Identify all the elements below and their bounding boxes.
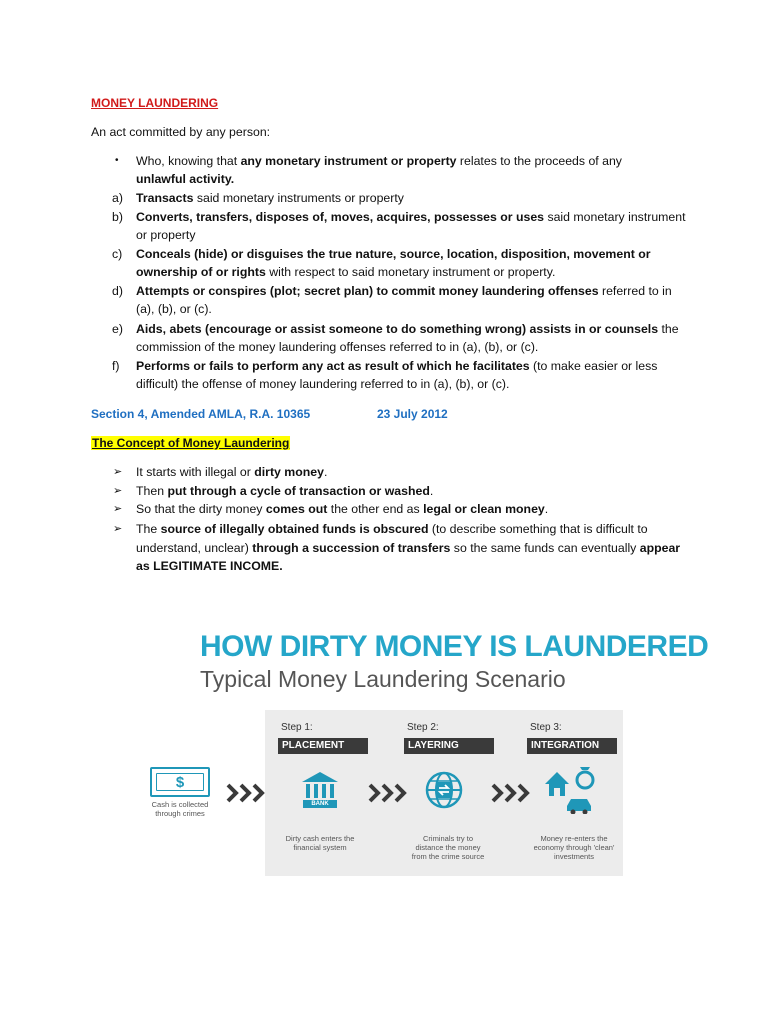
step-3-desc: [528, 834, 620, 861]
item-a-line-1: [136, 189, 404, 207]
step-2-label: Step 2:: [407, 722, 439, 733]
item-d-line-1: [136, 282, 672, 300]
item-bold: Attempts or conspires (plot; secret plan) to commit money laundering offenses: [136, 284, 599, 298]
item-c-line-1: [136, 245, 651, 263]
concept-bold: legal or clean money: [423, 502, 545, 516]
concept-2: [136, 482, 433, 500]
step-1-desc: [275, 834, 365, 852]
triple-chevron-icon: [226, 782, 270, 804]
step-desc-line: distance the money: [415, 843, 481, 852]
arrow-bullet-icon: ➢: [113, 485, 123, 497]
item-text: said monetary instruments or property: [193, 191, 404, 205]
concept-heading: The Concept of Money Laundering: [92, 436, 290, 450]
concept-bold: through a succession of transfers: [252, 541, 451, 555]
bullet-bold: any monetary instrument or property: [240, 154, 457, 168]
cash-icon: [150, 767, 210, 797]
item-d-marker: d): [112, 284, 123, 298]
step-3-label: Step 3:: [530, 722, 562, 733]
bullet-line-1: [136, 152, 622, 170]
concept-text: It starts with illegal or: [136, 465, 255, 479]
step-1-badge: PLACEMENT: [278, 738, 368, 754]
item-f-line-1: [136, 357, 657, 375]
concept-text: .: [544, 502, 549, 516]
house-ring-car-icon: [543, 766, 603, 814]
item-c-marker: c): [112, 247, 123, 261]
concept-heading-line: [91, 434, 290, 452]
bullet-text: Who, knowing that: [136, 154, 241, 168]
item-bold: Conceals (hide) or disguises the true nature, source, location, disposition, movement or: [136, 247, 651, 261]
dollar-sign: $: [175, 774, 185, 791]
concept-text: so the same funds can eventually: [450, 541, 640, 555]
item-text: the: [658, 322, 679, 336]
section-date: 23 July 2012: [377, 407, 448, 421]
concept-text: (to describe something that is difficult to: [428, 522, 648, 536]
main-heading: MONEY LAUNDERING: [91, 96, 219, 110]
arrow-bullet-icon: ➢: [113, 523, 123, 535]
step-desc-line: Money re-enters the: [540, 834, 608, 843]
cash-caption-line: through crimes: [155, 809, 205, 818]
triple-chevron-icon: [368, 782, 412, 804]
intro-text: An act committed by any person:: [91, 125, 271, 139]
step-2-badge: LAYERING: [404, 738, 494, 754]
globe-transfer-icon: [424, 770, 464, 810]
step-desc-line: Dirty cash enters the: [285, 834, 355, 843]
item-bold: Aids, abets (encourage or assist someone to do something wrong) assists in or counsels: [136, 322, 659, 336]
item-b-marker: b): [112, 210, 123, 224]
item-c-line-2: [136, 263, 555, 281]
step-desc-line: economy through 'clean': [533, 843, 615, 852]
step-desc-line: financial system: [293, 843, 347, 852]
concept-bold: put through a cycle of transaction or washed: [167, 484, 430, 498]
bullet-text: relates to the proceeds of any: [456, 154, 622, 168]
concept-text: So that the dirty money: [136, 502, 266, 516]
cash-caption: [135, 800, 225, 818]
arrow-bullet-icon: ➢: [113, 466, 123, 478]
item-bold: Performs or fails to perform any act as result of which he facilitates: [136, 359, 530, 373]
cash-caption-line: Cash is collected: [151, 800, 209, 809]
step-2-desc: [400, 834, 496, 861]
concept-text: .: [323, 465, 328, 479]
concept-text: .: [429, 484, 434, 498]
step-3-badge: INTEGRATION: [527, 738, 617, 754]
concept-bold: appear: [639, 541, 681, 555]
arrow-bullet-icon: ➢: [113, 503, 123, 515]
item-a-marker: a): [112, 191, 123, 205]
infographic-title: HOW DIRTY MONEY IS LAUNDERED: [200, 630, 709, 663]
concept-3: [136, 500, 548, 518]
item-bold: Converts, transfers, disposes of, moves, acquires, possesses or uses: [136, 210, 545, 224]
triple-chevron-icon: [491, 782, 535, 804]
item-text: (to make easier or less: [529, 359, 658, 373]
bullet-bold: unlawful activity.: [136, 172, 235, 186]
concept-4-line-1: [136, 520, 648, 538]
section-reference: Section 4, Amended AMLA, R.A. 10365: [91, 407, 311, 421]
item-text: with respect to said monetary instrument or property.: [265, 265, 556, 279]
item-bold: ownership of or rights: [136, 265, 266, 279]
item-f-line-2: difficult) the offense of money laundering referred to in (a), (b), or (c).: [136, 377, 510, 391]
concept-text: The: [136, 522, 161, 536]
concept-text: understand, unclear): [136, 541, 253, 555]
concept-bold: as LEGITIMATE INCOME.: [136, 559, 283, 573]
concept-4-line-3: [136, 557, 283, 575]
item-b-line-1: [136, 208, 686, 226]
concept-bold: source of illegally obtained funds is obscured: [160, 522, 429, 536]
concept-1: [136, 463, 327, 481]
item-text: referred to in: [598, 284, 672, 298]
step-1-label: Step 1:: [281, 722, 313, 733]
item-b-line-2: or property: [136, 228, 196, 242]
bullet-line-2: [136, 170, 234, 188]
item-e-marker: e): [112, 322, 123, 336]
step-desc-line: investments: [553, 852, 595, 861]
concept-bold: comes out: [265, 502, 328, 516]
concept-bold: dirty money: [254, 465, 324, 479]
item-text: said monetary instrument: [544, 210, 686, 224]
concept-4-line-2: [136, 539, 680, 557]
bullet-marker: •: [115, 155, 119, 166]
step-desc-line: from the crime source: [411, 852, 485, 861]
item-e-line-2: commission of the money laundering offenses referred to in (a), (b), or (c).: [136, 340, 539, 354]
concept-text: the other end as: [327, 502, 424, 516]
item-d-line-2: (a), (b), or (c).: [136, 302, 212, 316]
item-bold: Transacts: [136, 191, 194, 205]
concept-text: Then: [136, 484, 168, 498]
item-e-line-1: [136, 320, 679, 338]
item-f-marker: f): [112, 359, 120, 373]
step-desc-line: Criminals try to: [422, 834, 473, 843]
infographic-subtitle: Typical Money Laundering Scenario: [200, 666, 566, 692]
bank-label: BANK: [311, 801, 329, 807]
